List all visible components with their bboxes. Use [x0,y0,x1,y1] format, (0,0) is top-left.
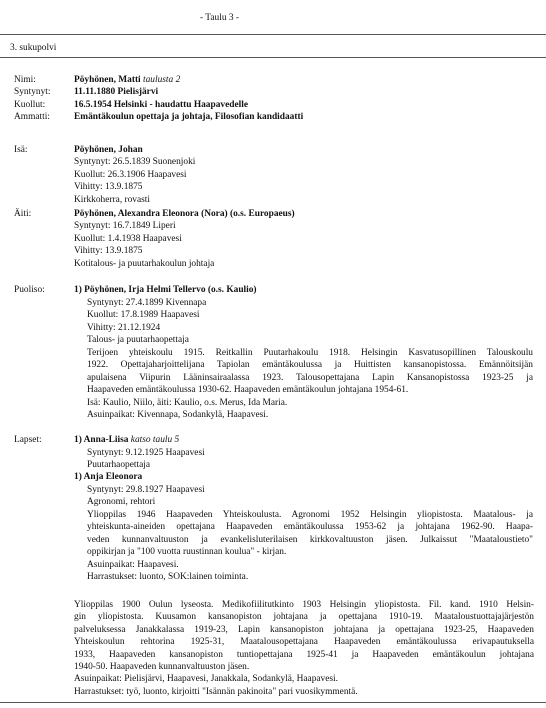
person-name-line [74,74,303,86]
person-occupation: Emäntäkoulun opettaja ja johtaja, Filosofian kandidaatti [74,112,304,123]
generation-label: 3. sukupolvi [10,43,57,53]
father-married: Vihitty: 13.9.1875 [74,182,143,193]
child1-name: 1) Anna-Liisa [74,435,129,445]
spouse-details [87,297,206,347]
child1-occupation: Puutarhaopettaja [87,460,150,471]
spouse-bio-line: apulaisena Viipurin Lääninsairaalassa 1923. Talousopettajana Lapin Kansanopistossa 1923-25 ja [87,372,533,383]
bottom-rule [0,702,546,703]
label-name: Nimi: [14,75,36,85]
child2-bio-line: yhteiskunta-aineiden opettajana Haapaveden emäntäkoulussa 1953-62 ja johtajana 1962-90. Haapa- [87,522,533,533]
father-born: Syntynyt: 26.5.1839 Suonenjoki [74,157,196,168]
spouse-bio-line: 1922. Opettajaharjoittelijana Tapiolan emäntäkoulussa ja Huittisten kansanopistossa. Emännöitsijän [87,360,533,371]
child1-details [87,447,205,472]
main-residences: Asuinpaikat: Pielisjärvi, Haapavesi, Janakkala, Sodankylä, Haapavesi. [74,674,338,685]
main-bio-line: Ylioppilas 1900 Oulun lyseosta. Medikofiilitutkinto 1903 Helsingin yliopistosta. Fil. kand. 1910 Helsin- [74,600,534,610]
father-died: Kuollut: 26.3.1906 Haapavesi [74,169,187,180]
person-born: 11.11.1880 Pielisjärvi [74,87,159,98]
main-bio-line: palveluksessa Janakkalassa 1919-23, Lapin kansanopiston johtajana ja opettajana 1923-25, Haapaveden [74,624,534,635]
label-occupation: Ammatti: [14,112,50,123]
mother-married: Vihitty: 13.9.1875 [74,246,143,257]
mother-block [74,208,295,270]
child2-hobbies: Harrastukset: luonto, SOK:lainen toiminta. [87,572,249,583]
child1-ref: katso taulu 5 [130,435,180,445]
main-bio [74,599,534,698]
child2-bio-line: oppikirjan ja "100 vuotta ruustinnan koulua" - kirjan. [87,547,287,558]
father-block [74,144,195,206]
person-name: Pöyhönen, Matti [74,75,141,85]
mother-label: Äiti: [14,209,32,219]
child2-born: Syntynyt: 29.8.1927 Haapavesi [87,485,205,495]
child1-born: Syntynyt: 9.12.1925 Haapavesi [87,448,205,458]
main-hobbies: Harrastukset: työ, luonto, kirjoitti "Isännän pakinoita" pari vuosikymmentä. [74,686,358,697]
child2-bio [87,509,533,583]
main-bio-line: 1940-50. Haapaveden kunnanvaltuuston jäsen. [74,662,250,673]
child2-residences: Asuinpaikat: Haapavesi. [87,559,179,570]
mother-born: Syntynyt: 16.7.1849 Liperi [74,221,176,232]
father-occupation: Kirkkoherra, rovasti [74,194,151,205]
spouse-married: Vihitty: 21.12.1924 [87,322,161,333]
mother-name: Pöyhönen, Alexandra Eleonora (Nora) (o.s. Europaeus) [74,209,295,219]
spouse-bio-line: Terijoen yhteiskoulu 1915. Reitkallin Puutarhakoulu 1918. Helsingin Kasvatusopillinen Talouskoulu [87,348,533,358]
spouse-label: Puoliso: [14,285,45,295]
father-name: Pöyhönen, Johan [74,145,143,155]
child2-heading: 1) Anja Eleonora [74,472,143,482]
child2-details [87,484,205,509]
section-rule [0,57,546,58]
mother-died: Kuollut: 1.4.1938 Haapavesi [74,233,182,244]
spouse-bio [87,347,533,421]
person-name-ref: taulusta 2 [143,75,181,85]
label-born: Syntynyt: [14,87,51,98]
father-label: Isä: [14,145,28,155]
person-labels [14,74,50,124]
person-died: 16.5.1954 Helsinki - haudattu Haapavedelle [74,99,248,110]
mother-occupation: Kotitalous- ja puutarhakoulun johtaja [74,258,215,269]
spouse-born: Syntynyt: 27.4.1899 Kivennapa [87,298,207,308]
top-rule [0,34,546,35]
page-header: - Taulu 3 - [200,13,240,23]
spouse-bio-line: Haapaveden emäntäkoulussa 1930-62. Haapaveden emäntäkoulun johtajana 1954-61. [87,385,409,396]
spouse-occupation: Talous- ja puutarhaopettaja [87,335,189,346]
child2-occupation: Agronomi, rehtori [87,497,156,508]
person-values [74,74,303,124]
child2-bio-line: veden kunnanvaltuuston ja evankelisluterilaisen kirkkovaltuuston jäsen. Julkaissut "Maataloustieto" [87,534,533,545]
spouse-died: Kuollut: 17.8.1989 Haapavesi [87,310,200,321]
label-died: Kuollut: [14,99,46,110]
children-label: Lapset: [14,435,42,445]
main-bio-line: gin yliopistosta. Kuusamon kansanopiston johtajana ja opettajana 1910-19. Maataloustuottajajärjestön [74,612,534,623]
child2-bio-line: Ylioppilas 1946 Haapaveden Yhteiskoulusta. Agronomi 1952 Helsingin yliopistosta. Maatalous- ja [87,510,533,520]
spouse-residences: Asuinpaikat: Kivennapa, Sodankylä, Haapavesi. [87,410,269,421]
main-bio-line: Yhteiskoulun rehtorina 1925-31, Maatalousopettajana Haapaveden emäntäkoulussa erivapautuksella [74,637,534,648]
child1-heading-line [74,434,179,446]
spouse-heading: 1) Pöyhönen, Irja Helmi Tellervo (o.s. Kaulio) [74,285,257,295]
main-bio-line: 1933, Haapaveden kansanopiston tuntiopettajana 1925-41 ja Haapaveden emäntäkoulun johtajana [74,649,534,660]
spouse-parents: Isä: Kaulio, Niilo, äiti: Kaulio, o.s. Merus, Ida Maria. [87,397,288,408]
